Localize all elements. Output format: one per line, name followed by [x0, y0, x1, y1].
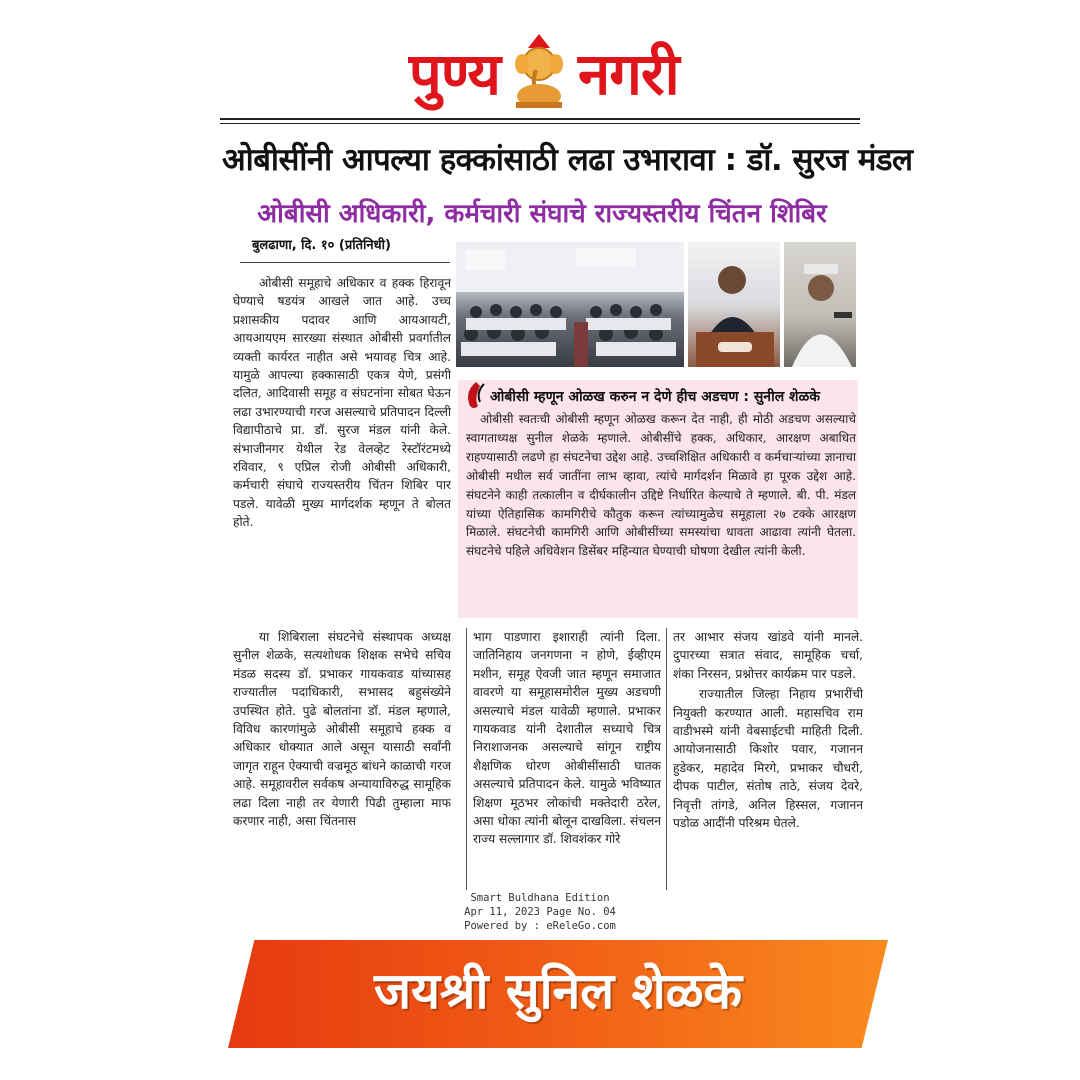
guest-speaker-photo — [784, 242, 856, 367]
article-subheadline: ओबीसी अधिकारी, कर्मचारी संघाचे राज्यस्तरीय चिंतन शिबिर — [257, 199, 827, 229]
edition-info — [420, 891, 660, 933]
speaker-photo — [688, 242, 780, 367]
masthead-right-text: नगरी — [578, 40, 679, 108]
article-column-2 — [466, 628, 661, 890]
article-paragraph: ओबीसी समूहाचे अधिकार व हक्क हिरावून घेण्याचे षडयंत्र आखले जात आहे. उच्च प्रशासकीय पदावर आणि आयआयटी, आयआयएम सारख्या संस्थात ओबीसी प्रवर्गातील व्यक्ती कार्यरत नाहीत असे भयावह चित्र आहे. यामुळे आपल्या हक्कासाठी एकत्र येणे, प्रसंगी दलित, आदिवासी समूह व संघटनांना सोबत घेऊन लढा उभारण्याची गरज असल्याचे प्रतिपादन दिल्ली विद्यापीठाचे प्रा. डॉ. सुरज मंडल यांनी केले. संभाजीनगर येथील रेड वेलव्हेट रेस्टॉरंटमध्ये रविवार, ९ एप्रिल रोजी ओबीसी अधिकारी, कर्मचारी संघाचे राज्यस्तरीय चिंतन शिबिर पार पडले. यावेळी मुख्य मार्गदर्शक म्हणून ते बोलत होते. — [233, 276, 451, 530]
article-dateline: बुलढाणा, दि. १० (प्रतिनिधी) — [252, 238, 391, 253]
article-column-3 — [666, 628, 863, 890]
masthead-left-text: पुण्य — [408, 40, 500, 108]
sidebar-box-body — [466, 410, 856, 616]
banner-name-text: जयश्री सुनिल शेळके — [373, 962, 743, 1020]
event-photo-collage — [456, 242, 856, 367]
edition-powered-by: Powered by : eReleGo.com — [464, 920, 616, 932]
article-paragraph: तर आभार संजय खांडवे यांनी मानले. दुपारच्या सत्रात संवाद, सामूहिक चर्चा, शंका निरसन, प्रश्नोत्तर कार्यक्रम पार पडले. — [673, 630, 863, 681]
ganesh-logo-icon — [500, 30, 578, 110]
article-paragraph: राज्यातील जिल्हा निहाय प्रभारींची नियुक्ती करण्यात आली. महासचिव राम वाडीभस्मे यांनी वेबसाईटची माहिती दिली. आयोजनासाठी किशोर पवार, गजानन हुडेकर, महादेव मिरगे, प्रभाकर चौधरी, दीपक पाटील, संतोष ताठे, संजय देवरे, निवृत्ती तांगडे, अनिल हिस्सल, गजानन पडोळ आदींनी परिश्रम घेतले. — [673, 687, 863, 831]
article-column-1-bottom — [233, 628, 451, 890]
article-column-1-top — [233, 274, 451, 626]
edition-name: Smart Buldhana Edition — [470, 892, 610, 904]
sidebar-box-paragraph: ओबीसी स्वतःची ओबीसी म्हणून ओळख करून देत नाही, ही मोठी अडचण असल्याचे स्वागताध्यक्ष सुनील शेळके म्हणाले. ओबीसींचे हक्क, अधिकार, आरक्षण अबाधित राहण्यासाठी लढणे हा संघटनेचा उद्देश आहे. उच्चशिक्षित अधिकारी व कर्मचाऱ्यांच्या ज्ञानाचा ओबीसी मधील सर्व जातींना लाभ व्हावा, त्यांचे मार्गदर्शन मिळावे हा पूरक उद्देश आहे. संघटनेने काही तत्कालीन व दीर्घकालीन उद्दिष्टे निर्धारित केल्याचे ते म्हणाले. बी. पी. मंडल यांच्या ऐतिहासिक कामगिरीचे कौतुक करून त्यांच्यामुळेच समूहाला २७ टक्के आरक्षण मिळाले. संघटनेची कामगिरी आणि ओबीसींच्या समस्यांचा धावता आढावा त्यांनी घेतला. संघटनेचे पहिले अधिवेशन डिसेंबर महिन्यात घेण्याची घोषणा देखील त्यांनी केली. — [466, 412, 856, 559]
quote-icon — [462, 380, 486, 410]
edition-date-page: Apr 11, 2023 Page No. 04 — [464, 906, 616, 918]
newspaper-masthead — [0, 20, 1080, 115]
masthead-divider-thin — [220, 123, 860, 124]
sidebar-box-title: ओबीसी म्हणून ओळख करुन न देणे हीच अडचण : सुनील शेळके — [490, 389, 820, 405]
column-divider — [240, 262, 450, 263]
audience-photo — [456, 242, 684, 367]
article-paragraph: भाग पाडणारा इशाराही त्यांनी दिला. जातिनिहाय जनगणना न होणे, ईव्हीएम मशीन, समूह ऐवजी जात म्हणून समाजात वावरणे या समूहासमोरील मुख्य अडचणी असल्याचे मंडल यावेळी म्हणाले. प्रभाकर गायकवाड यांनी देशातील सध्याचे चित्र निराशाजनक असल्याचे सांगून राष्ट्रीय शैक्षणिक धोरण ओबीसींसाठी घातक असल्याचे प्रतिपादन केले. यामुळे भविष्यात शिक्षण मूठभर लोकांची मक्तेदारी ठरेल, असा धोका त्यांनी बोलून दाखविला. संचलन राज्य सल्लागार डॉ. शिवशंकर गोरे — [473, 630, 661, 847]
article-paragraph: या शिबिराला संघटनेचे संस्थापक अध्यक्ष सुनील शेळके, सत्यशोधक शिक्षक सभेचे सचिव मंडळ सदस्य डॉ. प्रभाकर गायकवाड यांच्यासह राज्यातील पदाधिकारी, सभासद बहुसंख्येने उपस्थित होते. पुढे बोलतांना डॉ. मंडल म्हणाले, विविध कारणांमुळे ओबीसी समूहाचे हक्क व अधिकार धोक्यात आले असून यासाठी सर्वांनी जागृत राहून ऐक्याची वज्रमूठ बांधने काळाची गरज आहे. समूहावरील सर्वकष अन्यायाविरुद्ध सामूहिक लढा दिला नाही तर येणारी पिढी तुम्हाला माफ करणार नाही, असा चिंतनास — [233, 630, 451, 829]
article-headline: ओबीसींनी आपल्या हक्कांसाठी लढा उभारावा : डॉ. सुरज मंडल — [222, 142, 913, 178]
masthead-divider — [220, 118, 860, 120]
